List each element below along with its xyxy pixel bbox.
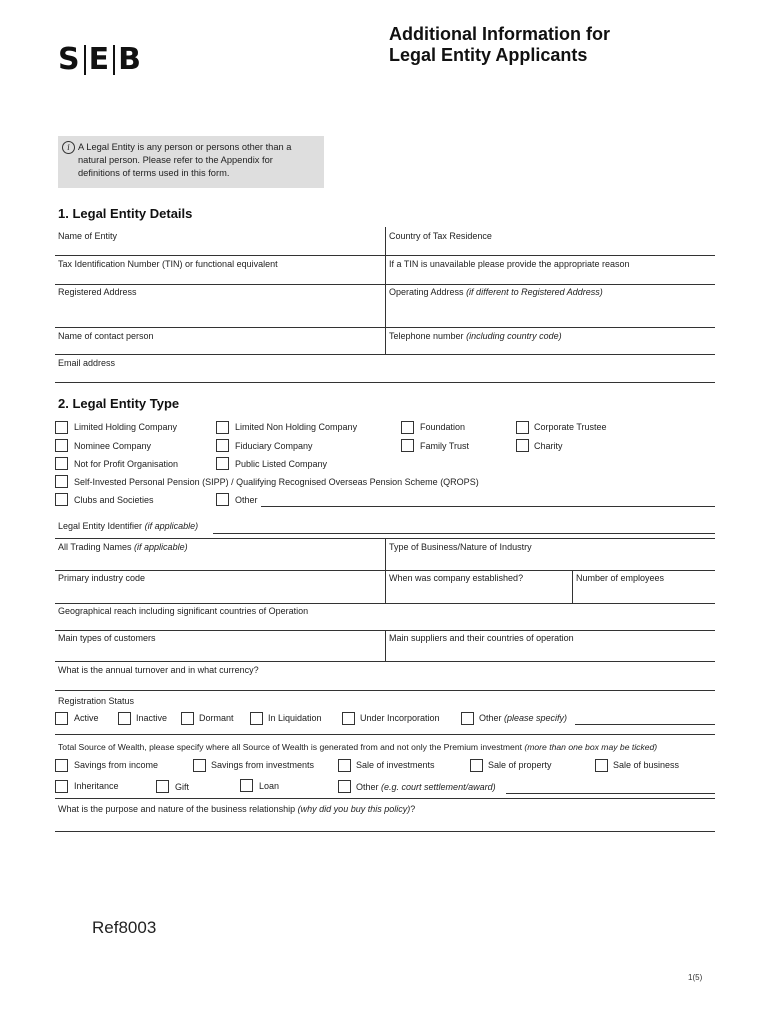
divider [55, 734, 715, 735]
clubs-label: Clubs and Societies [74, 495, 154, 505]
other-type-label: Other [235, 495, 258, 505]
logo-letter-s: S [58, 42, 81, 77]
inactive-label: Inactive [136, 713, 168, 723]
logo-divider [113, 45, 115, 75]
info-box [58, 136, 324, 188]
checkbox-sipp[interactable] [55, 475, 68, 488]
logo-letter-b: B [118, 42, 142, 77]
wealth-label: Total Source of Wealth, please specify where all Source of Wealth is generated from and not only the Premium investment (more than one box may be ticked) [58, 742, 658, 752]
checkbox-sale-business[interactable] [595, 759, 608, 772]
checkbox-inheritance[interactable] [55, 780, 68, 793]
suppliers-label: Main suppliers and their countries of operation [389, 633, 574, 643]
checkbox-other-status[interactable] [461, 712, 474, 725]
charity-label: Charity [534, 441, 563, 451]
divider [385, 538, 386, 570]
section-2-heading: 2. Legal Entity Type [58, 396, 180, 411]
logo-divider [84, 45, 86, 75]
checkbox-gift[interactable] [156, 780, 169, 793]
checkbox-fiduciary[interactable] [216, 439, 229, 452]
page-number: 1(5) [688, 973, 703, 982]
not-for-profit-label: Not for Profit Organisation [74, 459, 179, 469]
divider [385, 255, 386, 284]
divider [385, 630, 386, 661]
turnover-label: What is the annual turnover and in what currency? [58, 665, 259, 675]
sale-investments-label: Sale of investments [356, 760, 435, 770]
sale-property-label: Sale of property [488, 760, 552, 770]
title-line-2: Legal Entity Applicants [389, 45, 588, 65]
other-type-field[interactable] [261, 506, 715, 507]
reference-code: Ref8003 [92, 918, 157, 937]
checkbox-savings-investments[interactable] [193, 759, 206, 772]
purpose-label: What is the purpose and nature of the business relationship (why did you buy this policy)? [58, 804, 416, 814]
checkbox-limited-holding[interactable] [55, 421, 68, 434]
sipp-label: Self-Invested Personal Pension (SIPP) / Qualifying Recognised Overseas Pension Scheme (QROPS) [74, 477, 479, 487]
checkbox-foundation[interactable] [401, 421, 414, 434]
form-title [389, 24, 610, 66]
sale-business-label: Sale of business [613, 760, 680, 770]
divider [55, 798, 715, 799]
checkbox-clubs[interactable] [55, 493, 68, 506]
customers-field[interactable] [55, 661, 715, 662]
incorporation-label: Under Incorporation [360, 713, 440, 723]
checkbox-other-wealth[interactable] [338, 780, 351, 793]
limited-non-holding-label: Limited Non Holding Company [235, 422, 358, 432]
geo-reach-label: Geographical reach including significant countries of Operation [58, 606, 309, 616]
email-label: Email address [58, 358, 116, 368]
checkbox-liquidation[interactable] [250, 712, 263, 725]
fiduciary-label: Fiduciary Company [235, 441, 313, 451]
established-label: When was company established? [389, 573, 524, 583]
checkbox-active[interactable] [55, 712, 68, 725]
purpose-field[interactable] [55, 831, 715, 832]
checkbox-limited-non-holding[interactable] [216, 421, 229, 434]
checkbox-loan[interactable] [240, 779, 253, 792]
email-field[interactable] [55, 382, 715, 383]
checkbox-family-trust[interactable] [401, 439, 414, 452]
turnover-field[interactable] [55, 690, 715, 691]
contact-person-label: Name of contact person [58, 331, 154, 341]
checkbox-public-listed[interactable] [216, 457, 229, 470]
registration-status-label: Registration Status [58, 696, 135, 706]
name-of-entity-label: Name of Entity [58, 231, 118, 241]
divider [385, 327, 386, 354]
checkbox-incorporation[interactable] [342, 712, 355, 725]
dormant-label: Dormant [199, 713, 234, 723]
checkbox-savings-income[interactable] [55, 759, 68, 772]
limited-holding-label: Limited Holding Company [74, 422, 178, 432]
checkbox-not-for-profit[interactable] [55, 457, 68, 470]
industry-code-field[interactable] [55, 603, 715, 604]
employees-label: Number of employees [576, 573, 665, 583]
nominee-label: Nominee Company [74, 441, 152, 451]
other-status-field[interactable] [575, 724, 715, 725]
checkbox-corporate-trustee[interactable] [516, 421, 529, 434]
checkbox-charity[interactable] [516, 439, 529, 452]
business-type-label: Type of Business/Nature of Industry [389, 542, 532, 552]
other-wealth-field[interactable] [506, 793, 715, 794]
divider [385, 227, 386, 255]
public-listed-label: Public Listed Company [235, 459, 328, 469]
checkbox-nominee[interactable] [55, 439, 68, 452]
divider [385, 284, 386, 327]
loan-label: Loan [259, 781, 280, 791]
checkbox-dormant[interactable] [181, 712, 194, 725]
registered-address-label: Registered Address [58, 287, 137, 297]
checkbox-sale-investments[interactable] [338, 759, 351, 772]
lei-label: Legal Entity Identifier (if applicable) [58, 521, 199, 531]
liquidation-label: In Liquidation [268, 713, 322, 723]
savings-investments-label: Savings from investments [211, 760, 315, 770]
customers-label: Main types of customers [58, 633, 156, 643]
section-1-heading: 1. Legal Entity Details [58, 206, 193, 221]
other-wealth-label: Other (e.g. court settlement/award) [356, 782, 496, 792]
checkbox-sale-property[interactable] [470, 759, 483, 772]
telephone-label: Telephone number (including country code) [389, 331, 562, 341]
operating-address-label: Operating Address (if different to Registered Address) [389, 287, 603, 297]
checkbox-inactive[interactable] [118, 712, 131, 725]
info-text: A Legal Entity is any person or persons other than a natural person. Please refer to the Appendix for definitions of terms used in this form. [78, 142, 292, 178]
foundation-label: Foundation [420, 422, 466, 432]
title-line-1: Additional Information for [389, 24, 610, 44]
seb-logo [58, 42, 142, 77]
divider [385, 570, 386, 603]
other-status-label: Other (please specify) [479, 713, 568, 723]
savings-income-label: Savings from income [74, 760, 159, 770]
family-trust-label: Family Trust [420, 441, 470, 451]
trading-names-label: All Trading Names (if applicable) [58, 542, 188, 552]
tin-unavailable-label: If a TIN is unavailable please provide the appropriate reason [389, 259, 630, 269]
contact-field[interactable] [55, 354, 715, 355]
divider [572, 570, 573, 603]
industry-code-label: Primary industry code [58, 573, 146, 583]
checkbox-other-type[interactable] [216, 493, 229, 506]
tin-label: Tax Identification Number (TIN) or functional equivalent [58, 259, 278, 269]
lei-field[interactable] [213, 533, 715, 534]
inheritance-label: Inheritance [74, 781, 119, 791]
info-icon: i [62, 141, 75, 154]
logo-letter-e: E [88, 42, 111, 77]
gift-label: Gift [175, 782, 190, 792]
active-label: Active [74, 713, 99, 723]
corporate-trustee-label: Corporate Trustee [534, 422, 607, 432]
country-tax-label: Country of Tax Residence [389, 231, 492, 241]
